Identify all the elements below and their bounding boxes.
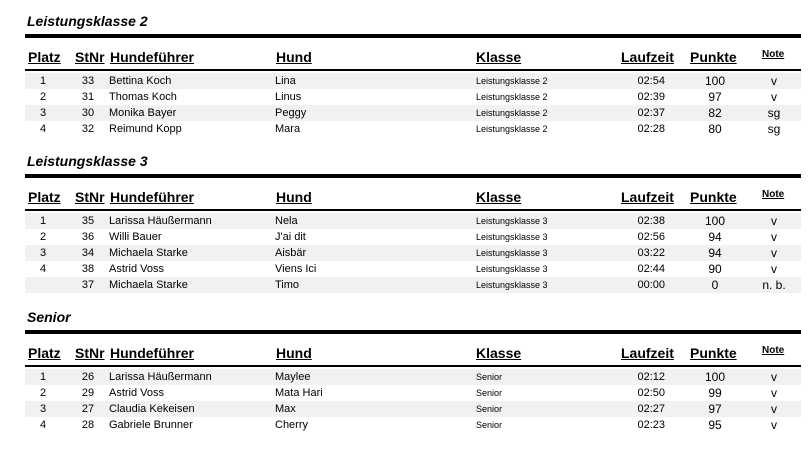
table-row [25,213,801,229]
cell-hund: Maylee [275,371,311,383]
table-header [0,344,809,362]
cell-laufzeit: 02:54 [637,75,665,87]
cell-note: v [771,262,777,276]
table-row [25,261,801,277]
cell-laufzeit: 02:12 [637,371,665,383]
column-header-note: Note [762,189,785,200]
column-header-hund: Hund [276,345,312,361]
cell-note: v [771,230,777,244]
cell-klasse: Leistungsklasse 2 [476,108,548,118]
column-header-punkte: Punkte [690,49,737,65]
cell-klasse: Senior [476,420,503,430]
cell-laufzeit: 02:39 [637,91,665,103]
column-header-hund: Hund [276,189,312,205]
header-divider [25,69,801,71]
column-header-laufzeit: Laufzeit [621,189,674,205]
column-header-platz: Platz [28,345,61,361]
section-divider [25,330,801,334]
cell-platz: 1 [39,215,47,227]
cell-stnr: 32 [81,123,95,135]
cell-laufzeit: 03:22 [637,247,665,259]
column-header-stnr: StNr [75,49,105,65]
cell-punkte: 90 [708,262,722,276]
column-header-klasse: Klasse [476,49,522,65]
cell-hundefuehrer: Bettina Koch [109,75,172,87]
cell-stnr: 28 [81,419,95,431]
cell-klasse: Senior [476,388,503,398]
table-row [25,73,801,89]
cell-stnr: 29 [81,387,95,399]
column-header-note: Note [762,345,785,356]
cell-hund: Mara [275,123,301,135]
cell-note: v [771,214,777,228]
cell-stnr: 31 [81,91,95,103]
cell-punkte: 0 [711,278,719,292]
cell-hund: Cherry [275,419,309,431]
cell-hundefuehrer: Astrid Voss [109,263,165,275]
cell-note: sg [767,122,781,136]
cell-klasse: Leistungsklasse 3 [476,280,548,290]
cell-note: v [771,74,777,88]
column-header-punkte: Punkte [690,189,737,205]
cell-hundefuehrer: Larissa Häußermann [109,215,212,227]
cell-klasse: Leistungsklasse 3 [476,248,548,258]
table-row [25,401,801,417]
cell-hund: Lina [275,75,296,87]
cell-punkte: 80 [708,122,722,136]
cell-laufzeit: 02:23 [637,419,665,431]
cell-note: v [771,418,777,432]
column-header-laufzeit: Laufzeit [621,345,674,361]
cell-hundefuehrer: Michaela Starke [109,247,188,259]
cell-stnr: 37 [81,279,95,291]
column-header-platz: Platz [28,189,61,205]
cell-note: n. b. [762,278,786,292]
cell-stnr: 26 [81,371,95,383]
cell-hund: Timo [275,279,300,291]
section-title: Leistungsklasse 3 [27,153,148,169]
column-header-stnr: StNr [75,189,105,205]
cell-hundefuehrer: Astrid Voss [109,387,165,399]
cell-stnr: 33 [81,75,95,87]
column-header-punkte: Punkte [690,345,737,361]
cell-klasse: Senior [476,404,503,414]
column-header-stnr: StNr [75,345,105,361]
column-header-hundefuehrer: Hundeführer [110,345,194,361]
table-row [25,385,801,401]
cell-hundefuehrer: Claudia Kekeisen [109,403,195,415]
section-title: Leistungsklasse 2 [27,13,148,29]
cell-klasse: Senior [476,372,503,382]
cell-platz: 1 [39,371,47,383]
section-title: Senior [27,309,71,325]
section-divider [25,174,801,178]
column-header-laufzeit: Laufzeit [621,49,674,65]
cell-platz: 2 [39,91,47,103]
table-row [25,229,801,245]
cell-note: sg [767,106,781,120]
cell-laufzeit: 02:27 [637,403,665,415]
cell-hundefuehrer: Reimund Kopp [109,123,182,135]
cell-hund: Viens Ici [275,263,317,275]
cell-platz: 2 [39,231,47,243]
cell-stnr: 35 [81,215,95,227]
cell-platz: 2 [39,387,47,399]
header-divider [25,365,801,367]
cell-laufzeit: 02:56 [637,231,665,243]
cell-note: v [771,386,777,400]
cell-stnr: 38 [81,263,95,275]
cell-laufzeit: 02:50 [637,387,665,399]
cell-platz: 1 [39,75,47,87]
table-header [0,188,809,206]
table-row [25,89,801,105]
cell-klasse: Leistungsklasse 2 [476,76,548,86]
cell-laufzeit: 02:28 [637,123,665,135]
table-row [25,417,801,433]
column-header-platz: Platz [28,49,61,65]
cell-laufzeit: 02:37 [637,107,665,119]
cell-klasse: Leistungsklasse 2 [476,124,548,134]
cell-stnr: 36 [81,231,95,243]
cell-hund: J'ai dit [275,231,306,243]
section-divider [25,34,801,38]
cell-hundefuehrer: Gabriele Brunner [109,419,193,431]
table-row [25,277,801,293]
cell-klasse: Leistungsklasse 3 [476,232,548,242]
cell-hund: Peggy [275,107,307,119]
cell-hundefuehrer: Monika Bayer [109,107,177,119]
cell-punkte: 100 [704,370,726,384]
cell-hund: Mata Hari [275,387,323,399]
column-header-note: Note [762,49,785,60]
header-divider [25,209,801,211]
cell-stnr: 30 [81,107,95,119]
cell-hund: Aisbär [275,247,307,259]
table-body [25,73,801,137]
cell-platz: 3 [39,107,47,119]
cell-note: v [771,90,777,104]
cell-punkte: 99 [708,386,722,400]
cell-hundefuehrer: Thomas Koch [109,91,177,103]
cell-hundefuehrer: Willi Bauer [109,231,162,243]
cell-klasse: Leistungsklasse 2 [476,92,548,102]
cell-note: v [771,246,777,260]
table-row [25,105,801,121]
cell-platz: 3 [39,247,47,259]
cell-platz: 4 [39,263,47,275]
table-row [25,369,801,385]
cell-klasse: Leistungsklasse 3 [476,216,548,226]
cell-punkte: 100 [704,214,726,228]
cell-platz: 4 [39,419,47,431]
table-body [25,369,801,433]
column-header-klasse: Klasse [476,189,522,205]
cell-note: v [771,370,777,384]
cell-punkte: 94 [708,230,722,244]
column-header-hundefuehrer: Hundeführer [110,189,194,205]
column-header-hund: Hund [276,49,312,65]
cell-stnr: 34 [81,247,95,259]
cell-klasse: Leistungsklasse 3 [476,264,548,274]
cell-platz: 4 [39,123,47,135]
cell-punkte: 97 [708,90,722,104]
table-row [25,245,801,261]
cell-hund: Linus [275,91,302,103]
column-header-klasse: Klasse [476,345,522,361]
cell-punkte: 100 [704,74,726,88]
cell-punkte: 94 [708,246,722,260]
table-header [0,48,809,66]
column-header-hundefuehrer: Hundeführer [110,49,194,65]
cell-hundefuehrer: Larissa Häußermann [109,371,212,383]
cell-hundefuehrer: Michaela Starke [109,279,188,291]
cell-laufzeit: 00:00 [637,279,665,291]
cell-stnr: 27 [81,403,95,415]
cell-punkte: 95 [708,418,722,432]
cell-laufzeit: 02:44 [637,263,665,275]
table-body [25,213,801,293]
table-row [25,121,801,137]
cell-laufzeit: 02:38 [637,215,665,227]
cell-hund: Nela [275,215,298,227]
cell-punkte: 82 [708,106,722,120]
cell-platz: 3 [39,403,47,415]
cell-hund: Max [275,403,296,415]
cell-note: v [771,402,777,416]
cell-punkte: 97 [708,402,722,416]
